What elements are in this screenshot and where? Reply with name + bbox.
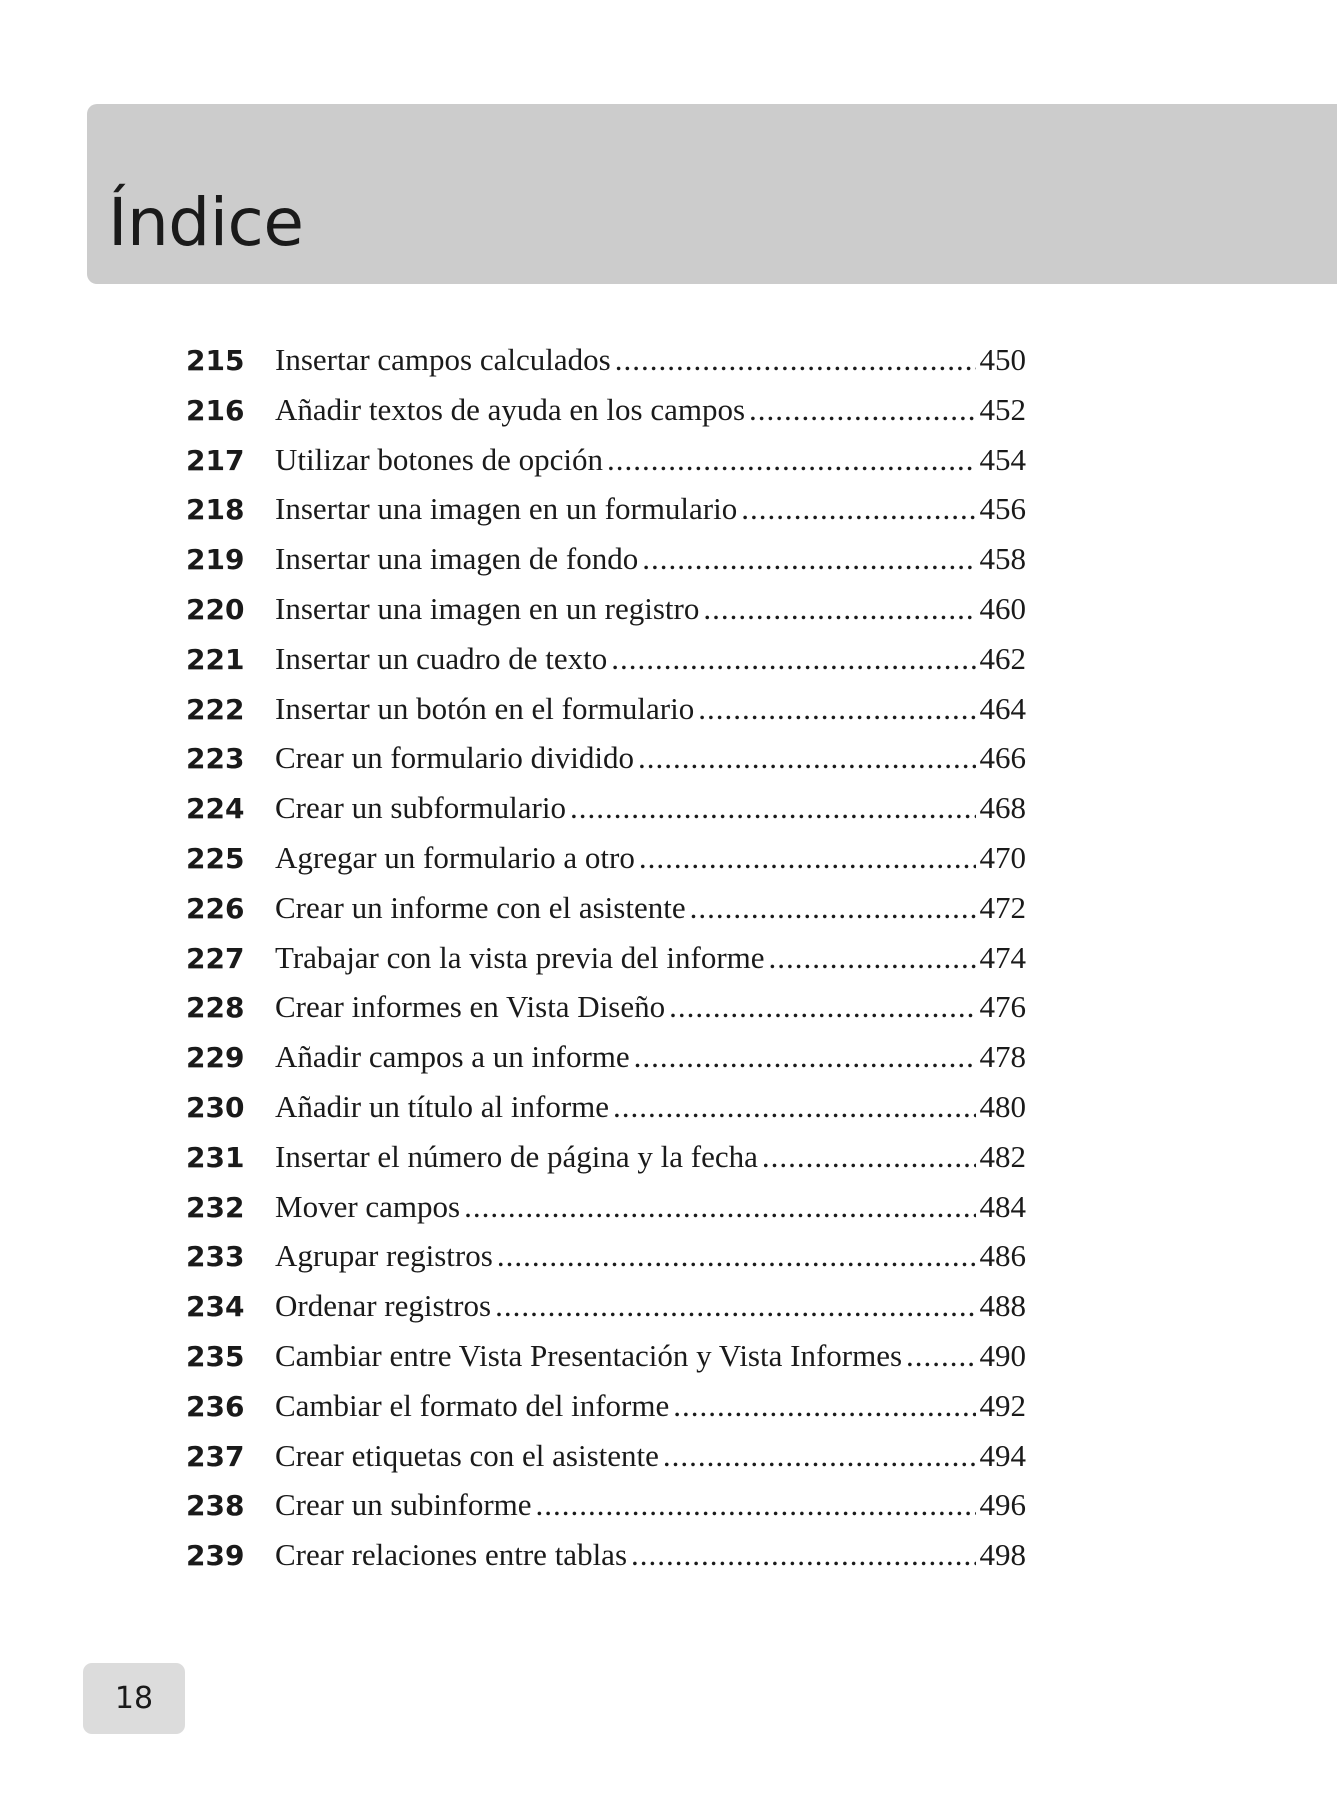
toc-entry[interactable] [186,591,1026,641]
toc-entry-leader [495,1288,975,1324]
toc-entry-title: Insertar el número de página y la fecha [275,1138,758,1174]
toc-entry-number: 225 [186,841,245,875]
toc-entry-page: 488 [979,1288,1026,1324]
toc-entry[interactable] [186,1139,1026,1189]
toc-entry-number: 222 [186,692,245,726]
toc-entry[interactable] [186,1039,1026,1089]
toc-entry-title: Agregar un formulario a otro [275,839,635,875]
toc-entry-number: 230 [186,1090,245,1124]
toc-entry-number: 226 [186,891,245,925]
toc-entry[interactable] [186,890,1026,940]
toc-entry-number: 236 [186,1389,245,1423]
toc-entry-title: Insertar una imagen en un registro [275,590,700,626]
toc-entry-page: 454 [979,441,1026,477]
toc-entry-title: Crear relaciones entre tablas [275,1537,628,1573]
toc-entry-title: Insertar un botón en el formulario [275,690,695,726]
toc-entry-title: Insertar un cuadro de texto [275,640,608,676]
toc-entry-number: 232 [186,1190,245,1224]
toc-entry-title: Agrupar registros [275,1238,493,1274]
toc-entry-title: Crear un formulario dividido [275,740,634,776]
toc-entry-leader [464,1189,975,1225]
toc-entry-page: 496 [979,1487,1026,1523]
page-number: 18 [114,1681,154,1716]
toc-entry-title: Trabajar con la vista previa del informe [275,939,765,975]
toc-entry-title: Mover campos [275,1188,461,1224]
toc-entry[interactable] [186,691,1026,741]
toc-entry-leader [613,1089,975,1125]
toc-entry-page: 458 [979,541,1026,577]
toc-entry-title: Ordenar registros [275,1288,492,1324]
toc-entry-title: Añadir campos a un informe [275,1039,630,1075]
toc-entry[interactable] [186,740,1026,790]
toc-entry-title: Añadir textos de ayuda en los campos [275,391,746,427]
toc-entry-page: 486 [979,1238,1026,1274]
toc-entry-leader [673,1388,975,1424]
toc-entry-leader [749,392,975,428]
toc-entry-leader [669,989,975,1025]
toc-entry-page: 468 [979,790,1026,826]
toc-entry-title: Cambiar el formato del informe [275,1387,670,1423]
toc-entry-page: 490 [979,1337,1026,1373]
toc-entry-leader [497,1238,976,1274]
toc-entry-number: 235 [186,1339,245,1373]
toc-entry-leader [769,940,976,976]
toc-entry-leader [690,890,976,926]
toc-entry-leader [698,691,975,727]
toc-entry-leader [663,1438,976,1474]
toc-entry-leader [642,541,975,577]
toc-entry-leader [638,740,976,776]
toc-entry-number: 234 [186,1290,245,1324]
toc-entry-number: 239 [186,1539,245,1573]
page-title: Índice [108,184,304,261]
toc-entry-leader [703,591,975,627]
toc-entry-page: 482 [979,1138,1026,1174]
toc-entry-page: 474 [979,939,1026,975]
toc-entry-page: 478 [979,1039,1026,1075]
toc-entry-number: 237 [186,1439,245,1473]
toc-entry-number: 238 [186,1489,245,1523]
toc-entry-title: Insertar una imagen de fondo [275,541,639,577]
toc-entry[interactable] [186,840,1026,890]
toc-entry[interactable] [186,1189,1026,1239]
toc-entry-title: Añadir un título al informe [275,1088,610,1124]
toc-entry-title: Crear informes en Vista Diseño [275,989,666,1025]
toc-entry-page: 472 [979,889,1026,925]
toc-entry-page: 460 [979,590,1026,626]
toc-entry-number: 219 [186,543,245,577]
toc-entry-leader [615,342,976,378]
toc-entry-leader [634,1039,976,1075]
toc-entry-page: 452 [979,391,1026,427]
toc-entry[interactable] [186,342,1026,392]
toc-entry-number: 216 [186,393,245,427]
toc-entry[interactable] [186,1388,1026,1438]
toc-entry[interactable] [186,790,1026,840]
toc-entry[interactable] [186,1238,1026,1288]
page-number-box [83,1663,185,1734]
toc-entry-page: 462 [979,640,1026,676]
toc-entry-number: 221 [186,642,245,676]
toc-entry[interactable] [186,641,1026,691]
toc-entry-page: 492 [979,1387,1026,1423]
toc-entry-title: Insertar una imagen en un formulario [275,491,738,527]
toc-entry[interactable] [186,940,1026,990]
toc-entry-page: 480 [979,1088,1026,1124]
toc-entry-title: Crear un subinforme [275,1487,532,1523]
toc-entry-leader [607,442,976,478]
toc-entry-leader [639,840,976,876]
toc-entry-number: 215 [186,344,245,377]
toc-entry-leader [741,491,975,527]
table-of-contents [186,342,1026,1587]
toc-entry-number: 233 [186,1240,245,1274]
toc-entry[interactable] [186,1438,1026,1488]
toc-entry-number: 227 [186,941,245,975]
toc-entry[interactable] [186,392,1026,442]
toc-entry-title: Crear un informe con el asistente [275,889,686,925]
toc-entry[interactable] [186,491,1026,541]
toc-entry-number: 220 [186,592,245,626]
toc-entry[interactable] [186,541,1026,591]
toc-entry[interactable] [186,442,1026,492]
toc-entry-page: 470 [979,839,1026,875]
toc-entry-leader [762,1139,976,1175]
toc-entry[interactable] [186,989,1026,1039]
toc-entry-page: 456 [979,491,1026,527]
toc-entry-leader [611,641,975,677]
toc-entry[interactable] [186,1089,1026,1139]
toc-entry-leader [536,1487,976,1523]
toc-entry-page: 464 [979,690,1026,726]
toc-entry-number: 217 [186,443,245,477]
toc-entry-page: 494 [979,1437,1026,1473]
toc-entry-page: 484 [979,1188,1026,1224]
toc-entry-page: 466 [979,740,1026,776]
toc-entry-title: Utilizar botones de opción [275,441,603,477]
toc-entry[interactable] [186,1487,1026,1537]
toc-entry[interactable] [186,1288,1026,1338]
toc-entry-number: 229 [186,1041,245,1075]
toc-entry-leader [906,1338,975,1374]
toc-entry-number: 228 [186,991,245,1025]
toc-entry-title: Cambiar entre Vista Presentación y Vista Informes [275,1337,903,1373]
toc-entry[interactable] [186,1338,1026,1388]
toc-entry-number: 223 [186,742,245,776]
toc-entry-page: 476 [979,989,1026,1025]
toc-entry[interactable] [186,1537,1026,1587]
toc-entry-number: 224 [186,792,245,826]
toc-entry-title: Crear un subformulario [275,790,566,826]
toc-entry-page: 450 [979,342,1026,377]
toc-entry-leader [631,1537,975,1573]
toc-entry-title: Crear etiquetas con el asistente [275,1437,659,1473]
toc-entry-number: 218 [186,493,245,527]
toc-entry-title: Insertar campos calculados [275,342,611,377]
toc-entry-leader [570,790,976,826]
toc-entry-number: 231 [186,1140,245,1174]
toc-entry-page: 498 [979,1537,1026,1573]
